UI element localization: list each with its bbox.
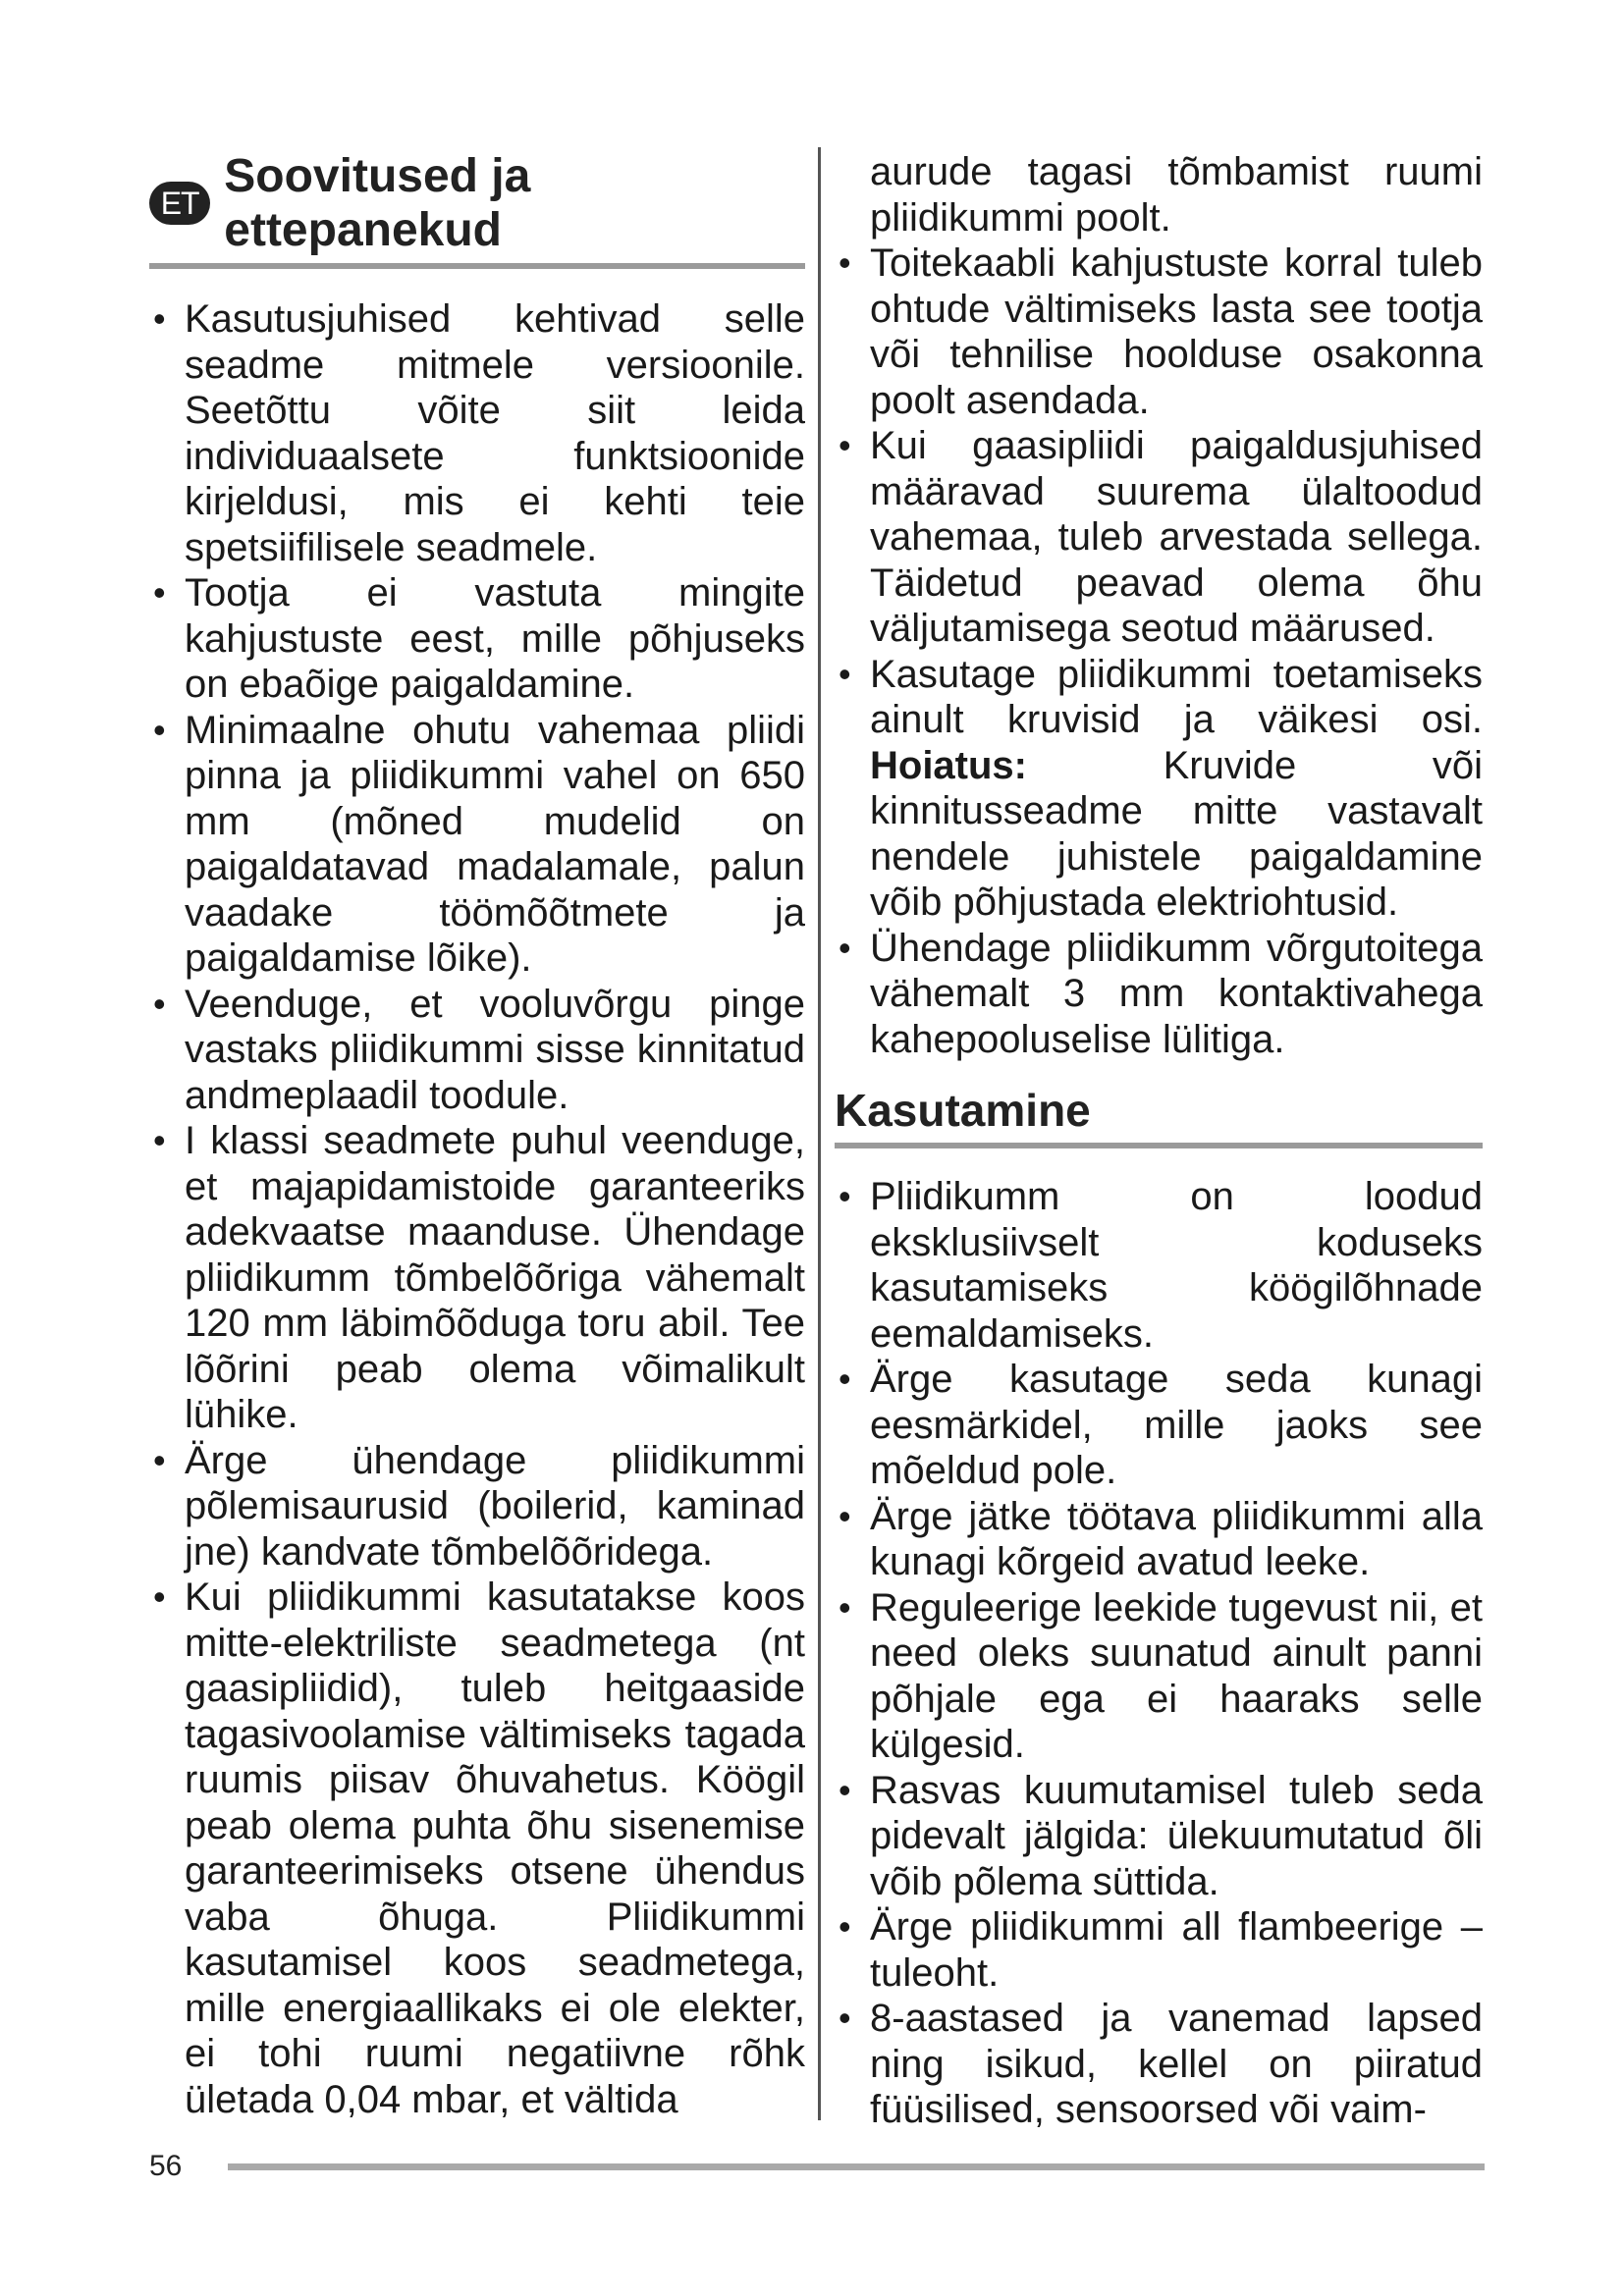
- list-item: • Kui gaasipliidi paigaldusjuhised määravad suurema ülaltoodud vahemaa, tuleb arvestada sellega. Täidetud peavad olema õhu väljutamisega seotud määrused.: [835, 423, 1483, 652]
- list-item: • Ärge kasutage seda kunagi eesmärkidel, mille jaoks see mõeldud pole.: [835, 1357, 1483, 1494]
- list-item: • Tootja ei vastuta mingite kahjustuste eest, mille põhjuseks on ebaõige paigaldamine.: [149, 570, 805, 708]
- list-item: • Ärge ühendage pliidikummi põlemisaurusid (boilerid, kaminad jne) kandvate tõmbelõõridega.: [149, 1438, 805, 1575]
- list-item: • Kui pliidikummi kasutatakse koos mitte-elektriliste seadmetega (nt gaasipliidid), tuleb heitgaaside tagasivoolamise vältimiseks tagada ruumis piisav õhuvahetus. Köögil peab olema puhta õhu sisenemise garanteerimiseks otsene ühendus vaba õhuga. Pliidikummi kasutamisel koos seadmetega, mille energiaallikaks ei ole elekter, ei tohi ruumi negatiivne rõhk ületada 0,04 mbar, et vältida: [149, 1575, 805, 2122]
- right-column: [835, 149, 1483, 2133]
- list-item: • 8-aastased ja vanemad lapsed ning isikud, kellel on piiratud füüsilised, sensoorsed või vaim-: [835, 1996, 1483, 2133]
- warning-text: Kruvide või kinnitusseadme mitte vastavalt nendele juhistele paigaldamine võib põhjustada elektriohtusid.: [870, 743, 1483, 924]
- recommendations-list-continued: [835, 240, 1483, 1062]
- list-item: • Kasutusjuhised kehtivad selle seadme mitmele versioonile. Seetõttu võite siit leida individuaalsete funktsioonide kirjeldusi, mis ei kehti teie spetsiifilisele seadmele.: [149, 296, 805, 570]
- section-title: Soovitused ja ettepanekud: [224, 150, 531, 256]
- usage-list: [835, 1174, 1483, 2133]
- list-item: • Minimaalne ohutu vahemaa pliidi pinna ja pliidikummi vahel on 650 mm (mõned mudelid on paigaldatavad madalamale, palun vaadake töömõõtmete ja paigaldamise lõike).: [149, 708, 805, 982]
- recommendations-list: [149, 296, 805, 2122]
- list-item-text: Kasutage pliidikummi toetamiseks ainult kruvisid ja väikesi osi.: [870, 652, 1483, 741]
- usage-title: Kasutamine: [835, 1085, 1091, 1136]
- section-header-usage: [835, 1084, 1483, 1148]
- list-item: • Ühendage pliidikumm võrgutoitega vähemalt 3 mm kontaktivahega kahepooluselise lülitiga.: [835, 926, 1483, 1063]
- column-divider: [818, 147, 821, 2120]
- continued-text: aurude tagasi tõmbamist ruumi pliidikummi poolt.: [870, 150, 1483, 240]
- language-badge: ET: [149, 182, 210, 225]
- list-item: • Rasvas kuumutamisel tuleb seda pidevalt jälgida: ülekuumutatud õli võib põlema süttida.: [835, 1768, 1483, 1905]
- page-footer: [149, 2150, 1485, 2183]
- list-item: • I klassi seadmete puhul veenduge, et majapidamistoide garanteeriks adekvaatse maanduse. Ühendage pliidikumm tõmbelõõriga vähemalt 120 mm läbimõõduga toru abil. Tee lõõrini peab olema võimalikult lühike.: [149, 1118, 805, 1438]
- page-number: 56: [149, 2150, 183, 2182]
- list-item: • Ärge jätke töötava pliidikummi alla kunagi kõrgeid avatud leeke.: [835, 1494, 1483, 1585]
- list-item: • Pliidikumm on loodud eksklusiivselt koduseks kasutamiseks köögilõhnade eemaldamiseks.: [835, 1174, 1483, 1357]
- list-item: [835, 652, 1483, 926]
- list-item: • Veenduge, et vooluvõrgu pinge vastaks pliidikummi sisse kinnitatud andmeplaadil toodule.: [149, 982, 805, 1119]
- left-column: [149, 149, 805, 2122]
- section-header: [149, 149, 805, 269]
- footer-rule: [228, 2163, 1485, 2170]
- warning-label: Hoiatus:: [870, 743, 1027, 787]
- list-item: • Ärge pliidikummi all flambeerige – tuleoht.: [835, 1904, 1483, 1996]
- list-item: • Reguleerige leekide tugevust nii, et need oleks suunatud ainult panni põhjale ega ei haaraks selle külgesid.: [835, 1585, 1483, 1768]
- list-item: • Toitekaabli kahjustuste korral tuleb ohtude vältimiseks lasta see tootja või tehnilise hoolduse osakonna poolt asendada.: [835, 240, 1483, 423]
